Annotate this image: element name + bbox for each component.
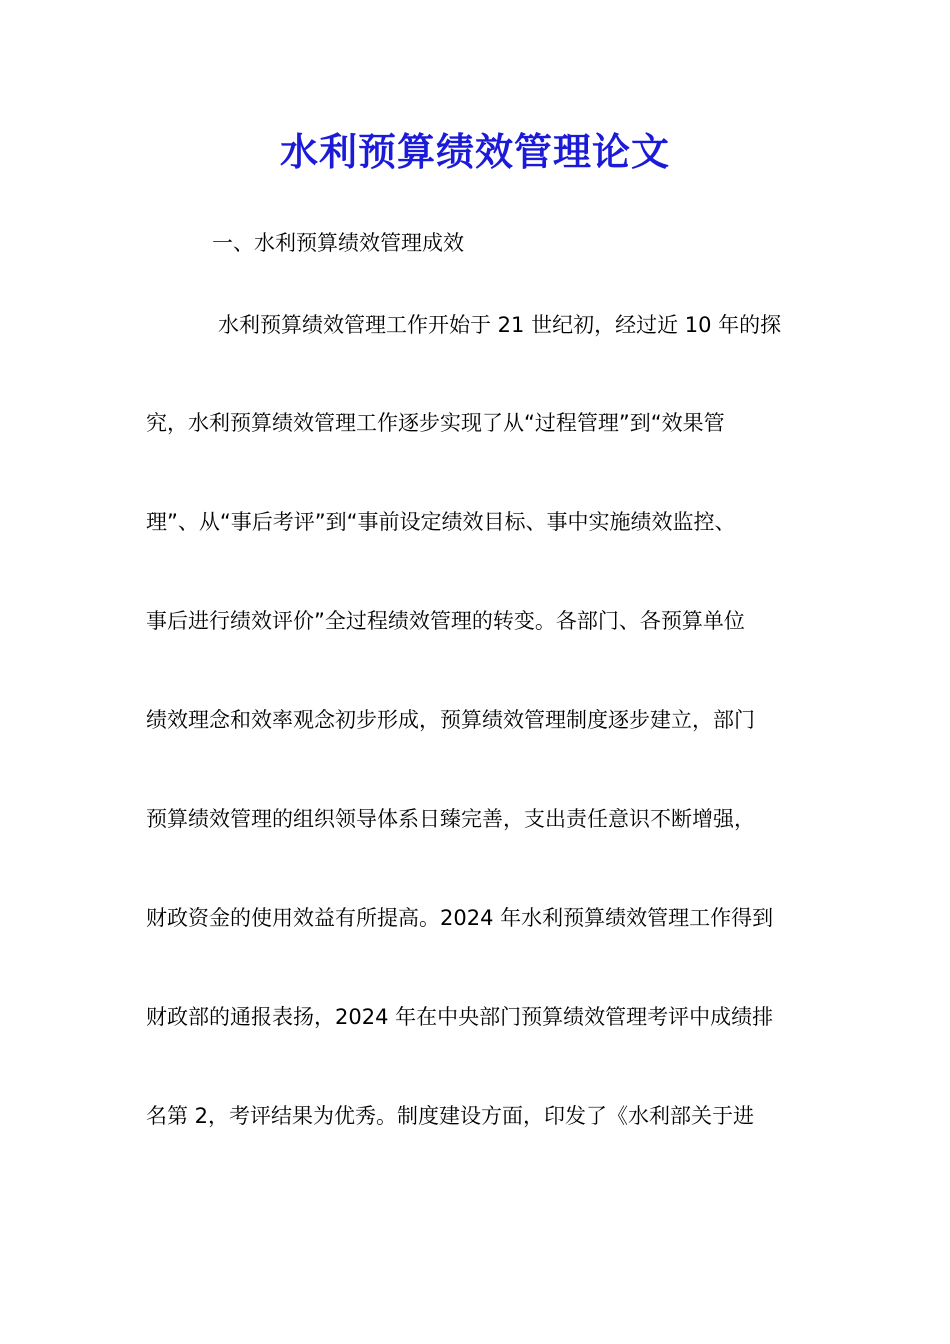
body-line: 绩效理念和效率观念初步形成，预算绩效管理制度逐步建立，部门 (146, 708, 755, 732)
body-line: 财政资金的使用效益有所提高。2024 年水利预算绩效管理工作得到 (146, 906, 774, 930)
body-line: 理”、从“事后考评”到“事前设定绩效目标、事中实施绩效监控、 (146, 510, 736, 534)
body-line: 名第 2，考评结果为优秀。制度建设方面，印发了《水利部关于进 (146, 1104, 755, 1128)
body-line: 水利预算绩效管理工作开始于 21 世纪初，经过近 10 年的探 (218, 313, 782, 337)
body-line: 事后进行绩效评价”全过程绩效管理的转变。各部门、各预算单位 (146, 609, 745, 633)
body-line: 财政部的通报表扬，2024 年在中央部门预算绩效管理考评中成绩排 (146, 1005, 774, 1029)
body-line: 预算绩效管理的组织领导体系日臻完善，支出责任意识不断增强， (146, 807, 755, 831)
section-heading: 一、水利预算绩效管理成效 (212, 231, 464, 255)
document-title: 水利预算绩效管理论文 (279, 130, 670, 174)
body-line: 究，水利预算绩效管理工作逐步实现了从“过程管理”到“效果管 (146, 411, 725, 435)
